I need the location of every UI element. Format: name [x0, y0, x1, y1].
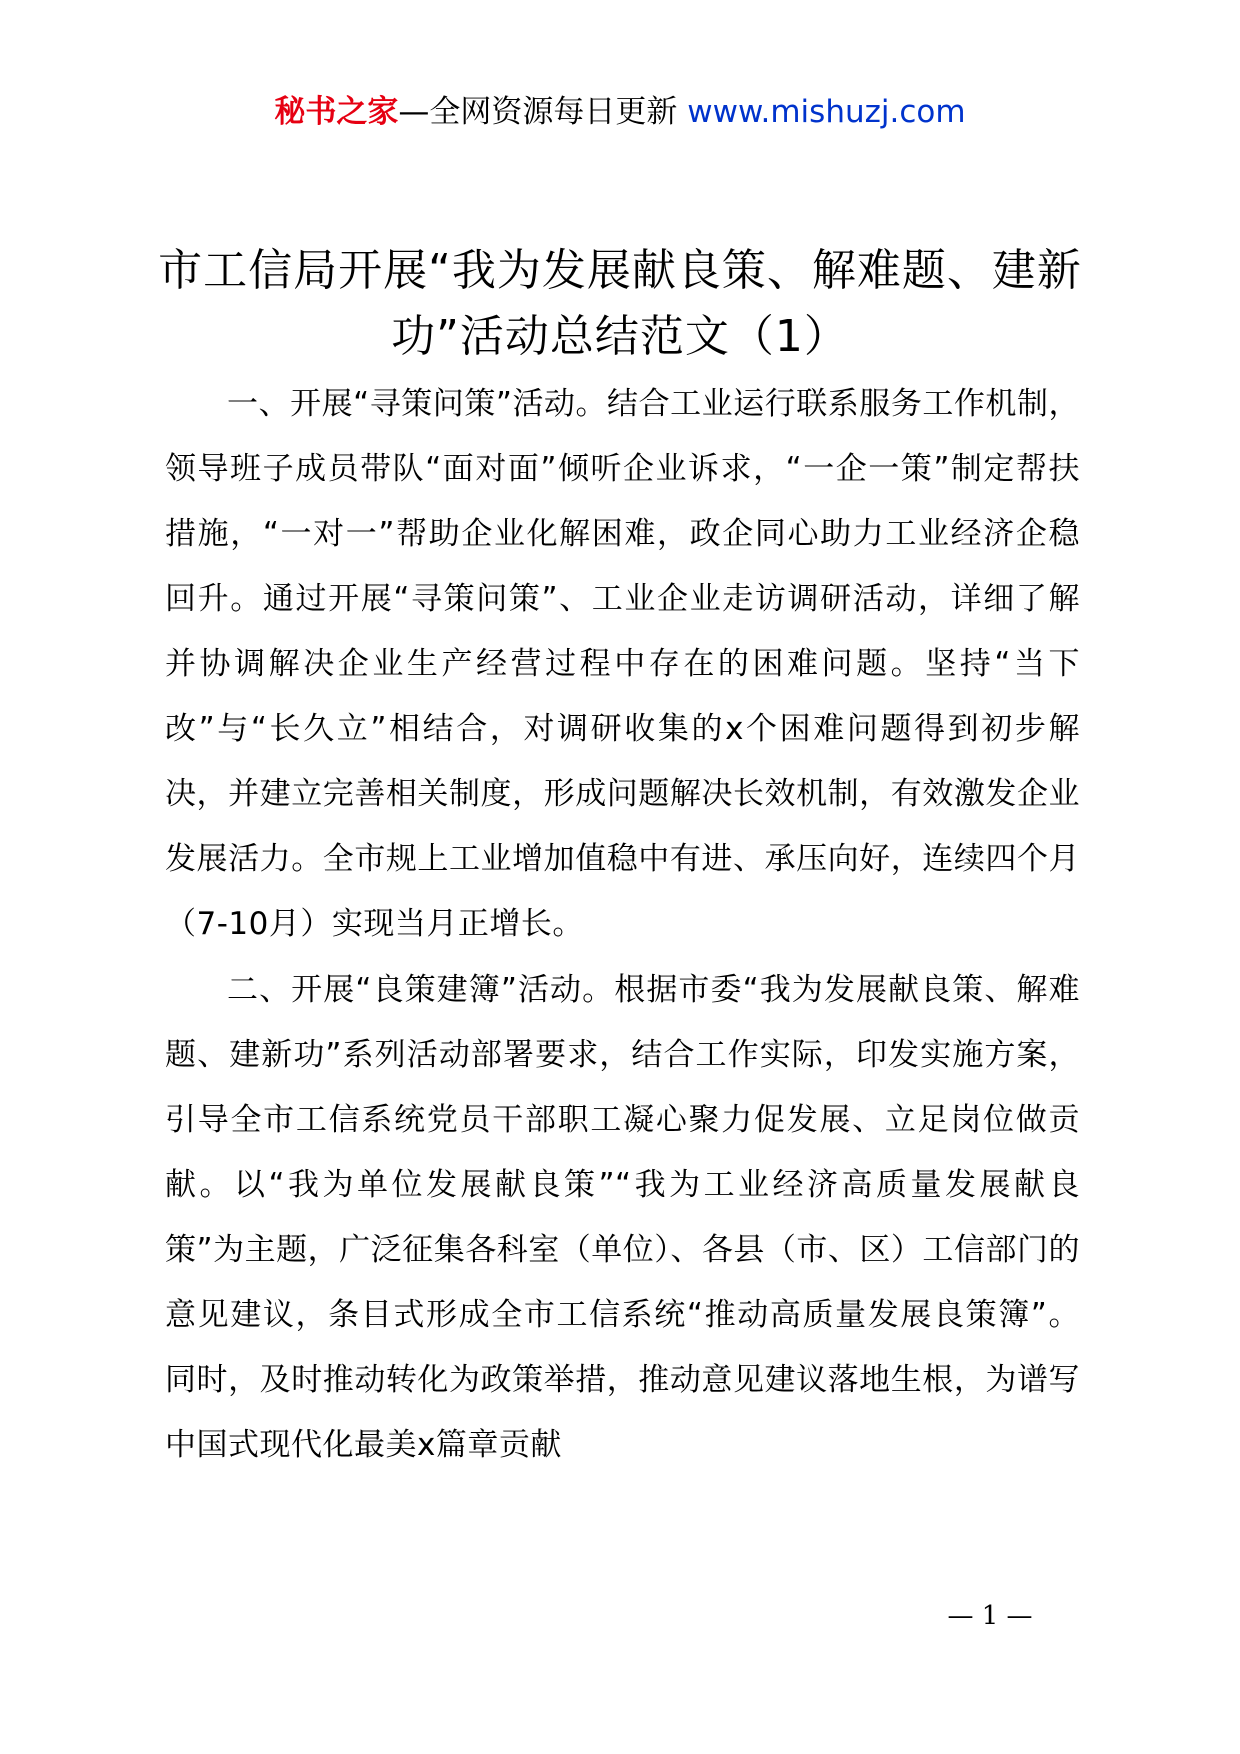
site-watermark-header	[0, 92, 1240, 132]
document-body	[165, 372, 1080, 1479]
page-number: — 1 —	[947, 1601, 1033, 1631]
brand-name: 秘书之家	[274, 94, 399, 130]
site-url-link[interactable]: www.mishuzj.com	[687, 94, 966, 130]
document-title: 市工信局开展“我为发展献良策、解难题、建新功”活动总结范文（1）	[158, 245, 1082, 362]
paragraph-section-2: 二、开展“良策建簿”活动。根据市委“我为发展献良策、解难题、建新功”系列活动部署要求，结合工作实际，印发实施方案，引导全市工信系统党员干部职工凝心聚力促发展、立足岗位做贡献。以“我为单位发展献良策”“我为工业经济高质量发展献良策”为主题，广泛征集各科室（单位）、各县（市、区）工信部门的意见建议，条目式形成全市工信系统“推动高质量发展良策簿”。同时，及时推动转化为政策举措，推动意见建议落地生根，为谱写中国式现代化最美x篇章贡献	[165, 972, 1080, 1463]
paragraph-section-1: 一、开展“寻策问策”活动。结合工业运行联系服务工作机制，领导班子成员带队“面对面”倾听企业诉求，“一企一策”制定帮扶措施，“一对一”帮助企业化解困难，政企同心助力工业经济企稳回升。通过开展“寻策问策”、工业企业走访调研活动，详细了解并协调解决企业生产经营过程中存在的困难问题。坚持“当下改”与“长久立”相结合，对调研收集的x个困难问题得到初步解决，并建立完善相关制度，形成问题解决长效机制，有效激发企业发展活力。全市规上工业增加值稳中有进、承压向好，连续四个月（7-10月）实现当月正增长。	[165, 386, 1080, 942]
header-tagline: —全网资源每日更新	[398, 94, 688, 130]
